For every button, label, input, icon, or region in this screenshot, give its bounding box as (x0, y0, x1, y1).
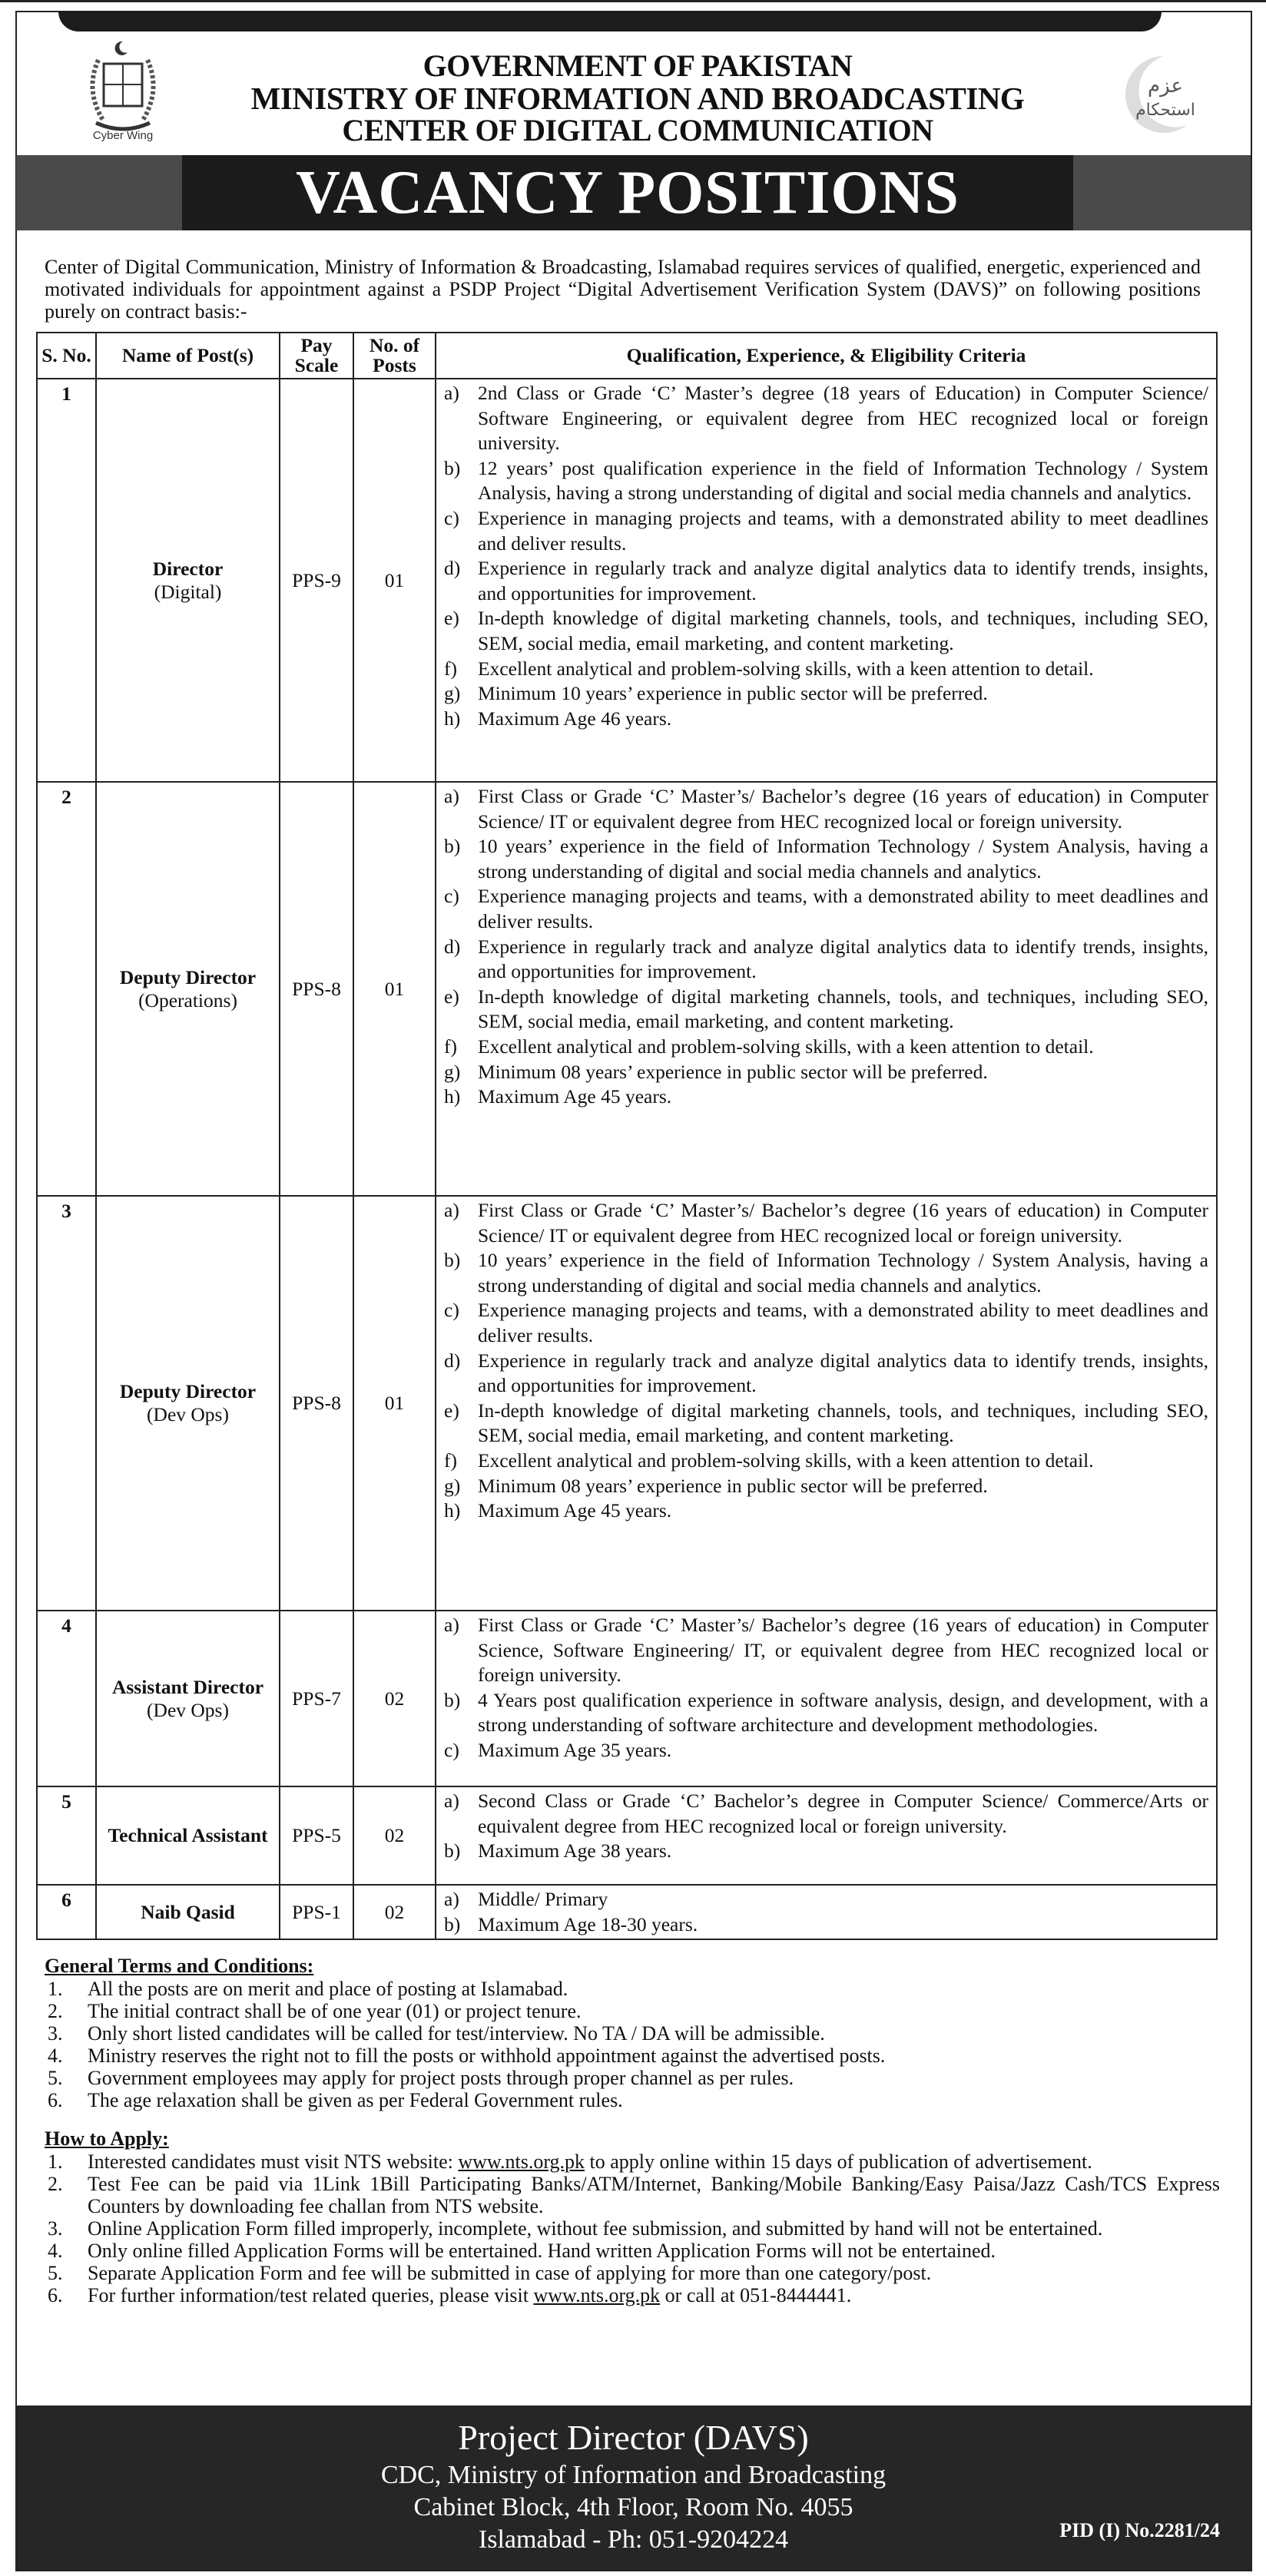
header-criteria: Qualification, Experience, & Eligibility Criteria (436, 333, 1217, 379)
criteria-letter: b) (444, 456, 461, 479)
criteria-letter: c) (444, 1299, 459, 1322)
apply-text (88, 2217, 1220, 2240)
criteria-text: First Class or Grade ‘C’ Master’s/ Bachelor’s degree (16 years of education) in Computer Science/ IT or equivalent degree from HEC recognized local or foreign university. (478, 785, 1208, 833)
post-subtitle: (Dev Ops) (147, 1403, 229, 1425)
number-of-posts: 02 (353, 1611, 436, 1786)
criteria-letter: e) (444, 1399, 459, 1422)
term-text: The age relaxation shall be given as per Federal Government rules. (88, 2089, 623, 2111)
criteria-letter: a) (444, 1790, 459, 1812)
criteria-letter: c) (444, 885, 459, 908)
criteria-item (441, 1399, 1208, 1449)
post-title: Deputy Director (119, 1380, 257, 1402)
term-number: 2. (48, 2000, 63, 2022)
table-row (37, 379, 1217, 782)
government-heading: GOVERNMENT OF PAKISTAN (423, 48, 853, 83)
post-name (96, 1196, 280, 1611)
criteria-letter: b) (444, 1912, 461, 1935)
apply-number: 2. (48, 2173, 63, 2195)
criteria-cell (436, 1885, 1217, 1939)
apply-number: 3. (48, 2217, 63, 2240)
number-of-posts: 02 (353, 1885, 436, 1939)
post-name (96, 379, 280, 782)
serial-number: 1 (37, 379, 96, 782)
post-subtitle: (Digital) (154, 580, 222, 603)
criteria-item (441, 606, 1208, 656)
apply-heading: How to Apply: (45, 2127, 169, 2150)
criteria-letter: a) (444, 1888, 459, 1910)
pay-scale: PPS-1 (280, 1885, 353, 1939)
criteria-letter: b) (444, 1249, 461, 1272)
serial-number: 6 (37, 1885, 96, 1939)
term-number: 6. (48, 2089, 63, 2111)
criteria-item (441, 1035, 1208, 1060)
svg-text:استحکام: استحکام (1135, 101, 1195, 120)
criteria-text: Minimum 10 years’ experience in public sector will be preferred. (478, 682, 988, 705)
footer-office: Project Director (DAVS) (458, 2418, 809, 2457)
serial-number: 2 (37, 782, 96, 1196)
header-bar (58, 12, 1162, 31)
criteria-item (441, 681, 1208, 707)
criteria-cell (436, 379, 1217, 782)
apply-text-part: or call at 051-8444441. (660, 2284, 852, 2306)
criteria-cell (436, 1786, 1217, 1885)
table-header-row (37, 333, 1217, 379)
pay-scale: PPS-8 (280, 782, 353, 1196)
post-title: Naib Qasid (141, 1900, 235, 1923)
pid-number: PID (I) No.2281/24 (1059, 2519, 1220, 2541)
pay-scale: PPS-8 (280, 1196, 353, 1611)
apply-text (88, 2284, 1220, 2306)
apply-text-part: For further information/test related queries, please visit (88, 2284, 534, 2306)
apply-text (88, 2151, 1220, 2173)
terms-section (45, 1955, 1220, 2111)
apply-number: 1. (48, 2151, 63, 2173)
criteria-item (441, 1060, 1208, 1085)
criteria-text: Experience in managing projects and teams, with a demonstrated ability to meet deadlines and deliver results. (478, 506, 1208, 555)
apply-item (45, 2240, 1220, 2262)
term-text: Ministry reserves the right not to fill the posts or withhold appointment against the advertised posts. (88, 2045, 886, 2067)
criteria-item (441, 381, 1208, 456)
criteria-text: In-depth knowledge of digital marketing channels, tools, and techniques, including SEO, SEM, social media, email marketing, and content marketing. (478, 985, 1208, 1033)
criteria-item (441, 784, 1208, 834)
criteria-letter: a) (444, 1199, 459, 1221)
term-text: Government employees may apply for project posts through proper channel as per rules. (88, 2067, 794, 2089)
footer-address: Cabinet Block, 4th Floor, Room No. 4055 (413, 2493, 853, 2521)
apply-text-part: Online Application Form filled improperly, incomplete, without fee submission, and submitted by hand will not be entertained. (88, 2217, 1103, 2240)
title-band (16, 155, 1251, 230)
footer-ministry: CDC, Ministry of Information and Broadcasting (380, 2461, 887, 2489)
serial-number: 4 (37, 1611, 96, 1786)
apply-item (45, 2262, 1220, 2284)
term-item (45, 2089, 1220, 2111)
apply-text (88, 2240, 1220, 2262)
apply-number: 5. (48, 2262, 63, 2284)
term-text: Only short listed candidates will be called for test/interview. No TA / DA will be admissible. (88, 2022, 825, 2045)
footer-phone: Islamabad - Ph: 051-9204224 (478, 2525, 789, 2554)
term-text: All the posts are on merit and place of posting at Islamabad. (88, 1978, 568, 2000)
criteria-text: 4 Years post qualification experience in software analysis, design, and development, with a strong understanding of software architecture and development methodologies. (478, 1688, 1208, 1737)
criteria-letter: b) (444, 1839, 461, 1862)
criteria-letter: a) (444, 785, 459, 807)
term-item (45, 2067, 1220, 2089)
pay-scale: PPS-9 (280, 379, 353, 782)
criteria-item (441, 556, 1208, 606)
criteria-letter: d) (444, 1349, 461, 1372)
criteria-letter: e) (444, 607, 459, 630)
page-title: VACANCY POSITIONS (182, 155, 1073, 230)
criteria-letter: g) (444, 1060, 461, 1083)
pakistan-emblem-icon (69, 37, 177, 141)
post-subtitle: (Dev Ops) (147, 1698, 229, 1721)
number-of-posts: 01 (353, 782, 436, 1196)
center-heading: CENTER OF DIGITAL COMMUNICATION (342, 113, 933, 147)
criteria-item (441, 1498, 1208, 1524)
header-sno: S. No. (37, 333, 96, 379)
criteria-item (441, 985, 1208, 1035)
criteria-text: In-depth knowledge of digital marketing channels, tools, and techniques, including SEO, SEM, social media, email marketing, and content marketing. (478, 607, 1208, 654)
criteria-text: Experience managing projects and teams, with a demonstrated ability to meet deadlines and deliver results. (478, 1299, 1208, 1346)
criteria-item (441, 1738, 1208, 1763)
post-name (96, 1885, 280, 1939)
criteria-letter: h) (444, 1499, 461, 1522)
criteria-letter: c) (444, 1738, 459, 1761)
apply-item (45, 2217, 1220, 2240)
term-item (45, 2000, 1220, 2022)
criteria-text: Excellent analytical and problem-solving skills, with a keen attention to detail. (478, 657, 1094, 680)
contact-footer (16, 2405, 1251, 2570)
table-row (37, 1611, 1217, 1786)
criteria-item (441, 1887, 1208, 1912)
criteria-text: In-depth knowledge of digital marketing channels, tools, and techniques, including SEO, SEM, social media, email marketing, and content marketing. (478, 1399, 1208, 1447)
criteria-item (441, 1839, 1208, 1864)
criteria-item (441, 657, 1208, 682)
table-row (37, 1786, 1217, 1885)
criteria-cell (436, 1196, 1217, 1611)
criteria-letter: g) (444, 682, 461, 705)
criteria-letter: a) (444, 382, 459, 404)
criteria-item (441, 1912, 1208, 1938)
criteria-text: 10 years’ experience in the field of Information Technology / System Analysis, having a strong understanding of digital and social media channels and analytics. (478, 1249, 1208, 1296)
nts-website-link[interactable]: www.nts.org.pk (458, 2151, 585, 2173)
number-of-posts: 01 (353, 379, 436, 782)
apply-text-part: Test Fee can be paid via 1Link 1Bill Participating Banks/ATM/Internet, Banking/Mobile Banking/Easy Paisa/Jazz Cash/TCS Express Counters by downloading fee challan from NTS website. (88, 2173, 1220, 2217)
serial-number: 5 (37, 1786, 96, 1885)
criteria-text: First Class or Grade ‘C’ Master’s/ Bachelor’s degree (16 years of education) in Computer Science, Software Engineering/ IT, or equivalent degree from HEC recognized local or foreign university. (478, 1614, 1208, 1687)
header-name: Name of Post(s) (96, 333, 280, 379)
criteria-letter: b) (444, 1688, 461, 1711)
criteria-text: Maximum Age 45 years. (478, 1499, 672, 1522)
criteria-text: Second Class or Grade ‘C’ Bachelor’s degree in Computer Science/ Commerce/Arts or equivalent degree from HEC recognized local or foreign university. (478, 1790, 1208, 1837)
criteria-item (441, 1248, 1208, 1298)
criteria-text: Maximum Age 35 years. (478, 1738, 672, 1761)
apply-text (88, 2262, 1220, 2284)
apply-text-part: to apply online within 15 days of publication of advertisement. (585, 2151, 1092, 2173)
criteria-item (441, 1298, 1208, 1348)
criteria-text: Minimum 08 years’ experience in public sector will be preferred. (478, 1474, 988, 1497)
criteria-item (441, 1449, 1208, 1474)
criteria-letter: f) (444, 1449, 457, 1472)
criteria-letter: c) (444, 506, 459, 529)
pay-scale: PPS-5 (280, 1786, 353, 1885)
criteria-item (441, 834, 1208, 884)
criteria-text: Maximum Age 46 years. (478, 707, 672, 730)
criteria-text: Experience in regularly track and analyze digital analytics data to identify trends, insights, and opportunities for improvement. (478, 935, 1208, 983)
azm-e-istehkam-logo-icon (1118, 50, 1206, 138)
ministry-heading: MINISTRY OF INFORMATION AND BROADCASTING (250, 81, 1025, 116)
criteria-item (441, 884, 1208, 934)
criteria-letter: d) (444, 935, 461, 958)
post-subtitle: (Operations) (138, 988, 237, 1012)
svg-text:عزم: عزم (1148, 74, 1183, 98)
criteria-item (441, 935, 1208, 985)
apply-text-part: Interested candidates must visit NTS website: (88, 2151, 459, 2173)
apply-text-part: Separate Application Form and fee will be submitted in case of applying for more than one category/post. (88, 2262, 932, 2284)
criteria-text: Minimum 08 years’ experience in public sector will be preferred. (478, 1060, 988, 1083)
criteria-text: Middle/ Primary (478, 1888, 608, 1910)
criteria-cell (436, 782, 1217, 1196)
criteria-letter: b) (444, 835, 461, 858)
criteria-letter: h) (444, 1085, 461, 1108)
post-title: Assistant Director (111, 1675, 264, 1698)
criteria-item (441, 1349, 1208, 1399)
criteria-item (441, 1198, 1208, 1248)
criteria-item (441, 456, 1208, 506)
emblem-caption: Cyber Wing (92, 129, 154, 142)
criteria-text: Experience managing projects and teams, with a demonstrated ability to meet deadlines and deliver results. (478, 885, 1208, 932)
criteria-text: Experience in regularly track and analyze digital analytics data to identify trends, insights, and opportunities for improvement. (478, 557, 1208, 604)
criteria-letter: e) (444, 985, 459, 1008)
term-number: 3. (48, 2022, 63, 2045)
apply-text (88, 2173, 1220, 2217)
pay-scale: PPS-7 (280, 1611, 353, 1786)
serial-number: 3 (37, 1196, 96, 1611)
criteria-letter: g) (444, 1474, 461, 1497)
apply-item (45, 2151, 1220, 2173)
header-pay: Pay Scale (280, 333, 353, 379)
terms-heading: General Terms and Conditions: (45, 1955, 314, 1977)
post-name (96, 782, 280, 1196)
criteria-item (441, 1613, 1208, 1688)
term-number: 5. (48, 2067, 63, 2089)
criteria-item (441, 1789, 1208, 1839)
criteria-item (441, 1084, 1208, 1110)
post-name (96, 1786, 280, 1885)
number-of-posts: 01 (353, 1196, 436, 1611)
vacancy-table (36, 332, 1218, 1940)
criteria-cell (436, 1611, 1217, 1786)
post-title: Technical Assistant (108, 1824, 268, 1846)
number-of-posts: 02 (353, 1786, 436, 1885)
table-row (37, 1196, 1217, 1611)
intro-paragraph: Center of Digital Communication, Ministry of Information & Broadcasting, Islamabad requires services of qualified, energetic, experienced and motivated individuals for appointment against a PSDP Project “Digital Advertisement Verification System (DAVS)” on following positions purely on contract basis:- (45, 256, 1201, 323)
table-row (37, 782, 1217, 1196)
apply-number: 6. (48, 2284, 63, 2306)
criteria-text: Excellent analytical and problem-solving skills, with a keen attention to detail. (478, 1449, 1094, 1472)
criteria-text: First Class or Grade ‘C’ Master’s/ Bachelor’s degree (16 years of education) in Computer Science/ IT or equivalent degree from HEC recognized local or foreign university. (478, 1199, 1208, 1247)
header-posts: No. of Posts (353, 333, 436, 379)
top-rule (0, 0, 1266, 2)
criteria-text: 10 years’ experience in the field of Information Technology / System Analysis, having a strong understanding of digital and social media channels and analytics. (478, 835, 1208, 882)
criteria-text: Excellent analytical and problem-solving skills, with a keen attention to detail. (478, 1035, 1094, 1058)
criteria-text: 12 years’ post qualification experience in the field of Information Technology / System Analysis, having a strong understanding of digital and social media channels and analytics. (478, 456, 1208, 505)
criteria-text: Experience in regularly track and analyze digital analytics data to identify trends, insights, and opportunities for improvement. (478, 1349, 1208, 1397)
criteria-letter: f) (444, 1035, 457, 1058)
term-item (45, 2022, 1220, 2045)
post-title: Director (152, 557, 224, 580)
criteria-item (441, 1688, 1208, 1738)
apply-section (45, 2127, 1220, 2306)
apply-item (45, 2284, 1220, 2306)
term-item (45, 1978, 1220, 2000)
apply-text-part: Only online filled Application Forms will be entertained. Hand written Application Forms will not be entertained. (88, 2240, 996, 2262)
criteria-letter: a) (444, 1614, 459, 1636)
apply-number: 4. (48, 2240, 63, 2262)
criteria-item (441, 506, 1208, 556)
post-name (96, 1611, 280, 1786)
criteria-text: 2nd Class or Grade ‘C’ Master’s degree (18 years of Education) in Computer Science/ Software Engineering, or equivalent degree from HEC recognized local or foreign university. (478, 382, 1208, 455)
criteria-letter: f) (444, 657, 457, 680)
post-title: Deputy Director (119, 965, 257, 988)
term-text: The initial contract shall be of one year (01) or project tenure. (88, 2000, 582, 2022)
criteria-letter: d) (444, 557, 461, 580)
criteria-text: Maximum Age 18-30 years. (478, 1912, 698, 1935)
term-item (45, 2045, 1220, 2067)
apply-item (45, 2173, 1220, 2217)
criteria-text: Maximum Age 38 years. (478, 1839, 672, 1862)
criteria-item (441, 1474, 1208, 1499)
criteria-text: Maximum Age 45 years. (478, 1085, 672, 1108)
criteria-letter: h) (444, 707, 461, 730)
term-number: 4. (48, 2045, 63, 2067)
nts-website-link[interactable]: www.nts.org.pk (533, 2284, 661, 2306)
table-row (37, 1885, 1217, 1939)
criteria-item (441, 707, 1208, 732)
term-number: 1. (48, 1978, 63, 2000)
